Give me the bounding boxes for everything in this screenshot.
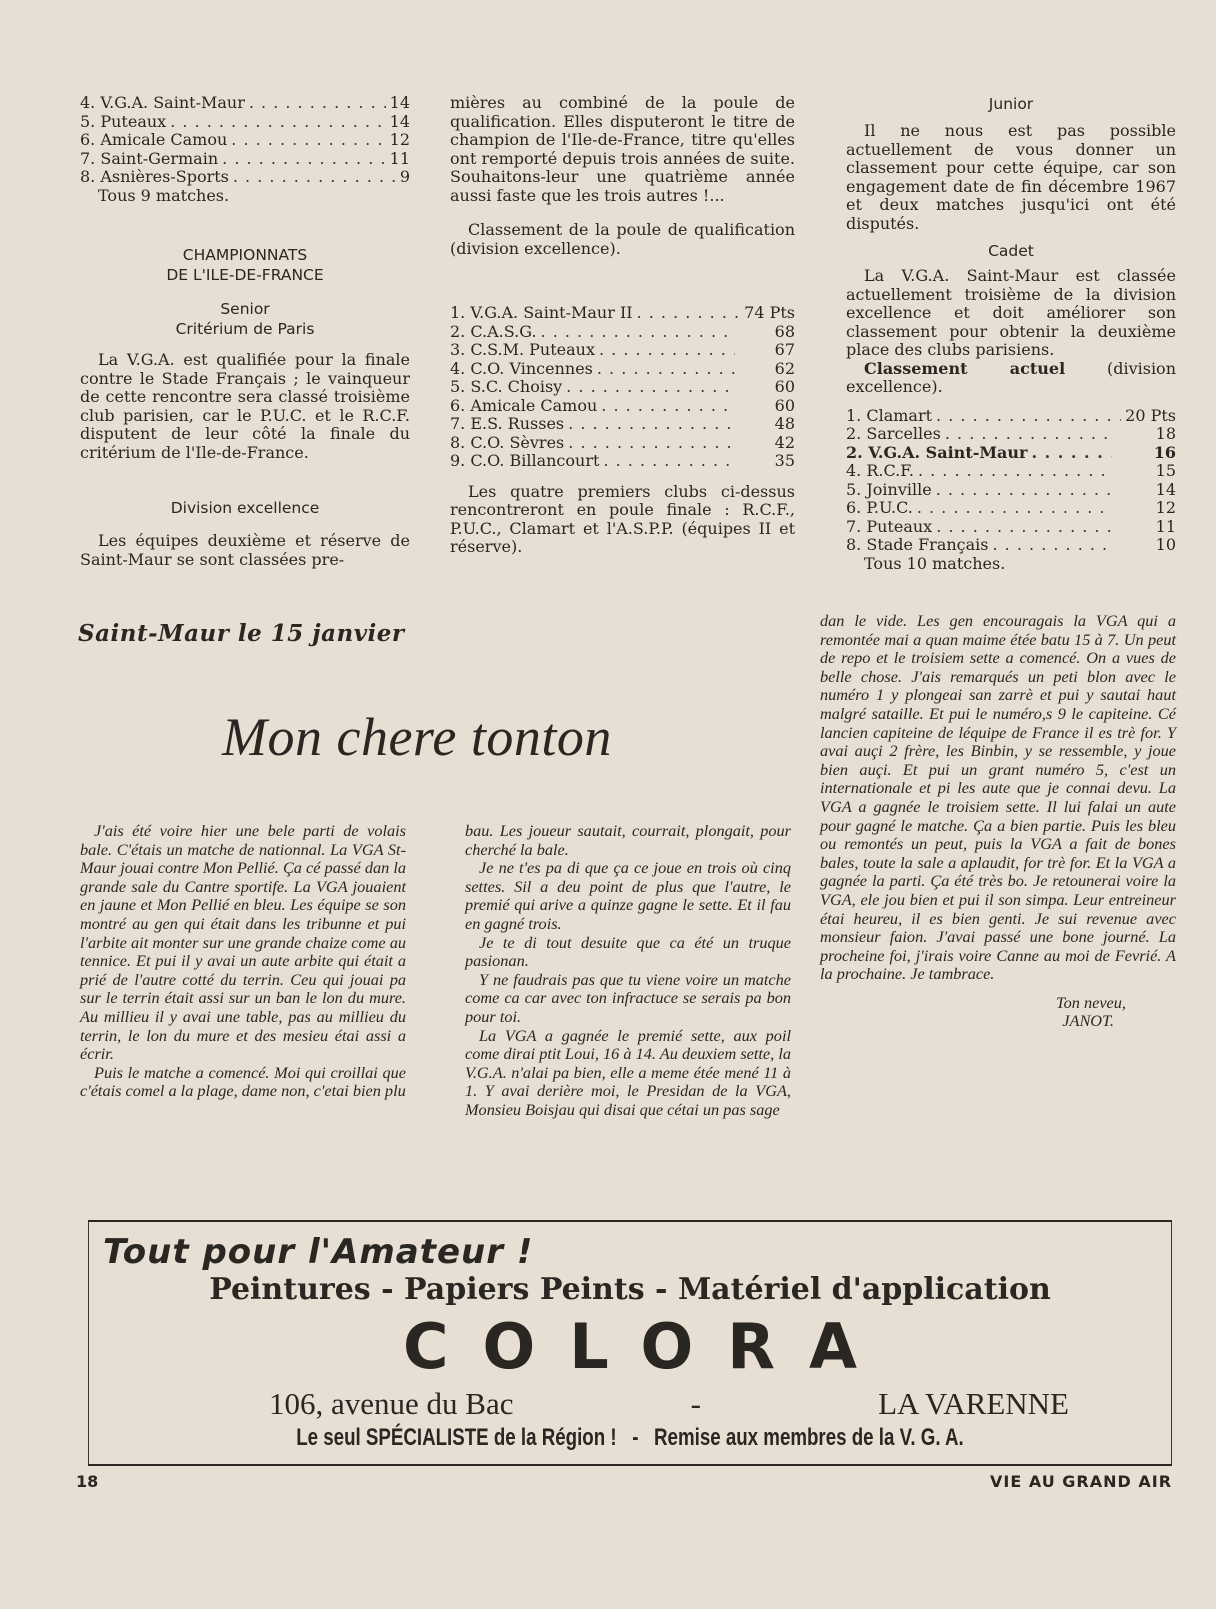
ranking-row: 7. Puteaux . . . 11 <box>846 518 1176 537</box>
ranking-row: 3. C.S.M. Puteaux . . . 67 <box>450 341 795 360</box>
letter-paragraph: dan le vide. Les gen encouragais la VGA qui a remontée mai a quan maime étée batu 15 à 7. Un peut de repo et le troisiem sette a comencé. On a vues de belle chose. J'ais remarqués un peti blon avec le numéro 1 y plongeai san zarrè et pui y sautai haut malgré sataille. Et pui le numéro,s 9 le capiteine. Cé lancien capiteine de léquipe de France il es trè for. Y avai auçi 2 frère, les Binbin, y se ressemble, y joue bien auçi. Et pui un grant numéro 5, c'est un internationale et pi les aute que je connai devu. La VGA a gagnée le troisiem sette. Il lui falai un aute pour gagné le matche. Ça a bien partie. Puis les bleu ou remontés un peut, puis la VGA a fait de bones bales, toute la sale a aplaudit, for trè for. Et la VGA a gagnée la parti. Ça été très bo. Je retounerai voire la VGA, ele jou bien et pui il son simpa. Leur entreineur étai heureu, il es bien genti. Je sui revenue avec monsieur faion. J'avai passé une bone journé. La procheine foi, j'irais voire Canne au moi de Fevrié. A la prochaine. Je tambrace. <box>820 611 1176 984</box>
subheading: Division excellence <box>170 499 320 517</box>
signature-name: JANOT. <box>1062 1011 1114 1031</box>
results-column-1 <box>80 94 410 569</box>
ranking-table <box>80 94 410 205</box>
ranking-table <box>450 304 795 471</box>
ad-address-line <box>269 1386 1069 1422</box>
ranking-row: 8. C.O. Sèvres . . . 42 <box>450 434 795 453</box>
ranking-row: 6. Amicale Camou . . . 12 <box>80 131 410 150</box>
ad-slogan: Tout pour l'Amateur ! <box>103 1232 534 1272</box>
paragraph: Les équipes deuxième et réserve de Saint-Maur se sont classées pre- <box>80 531 410 569</box>
letter-paragraph: Je te di tout desuite que ca été un truque pasionan. <box>465 932 791 971</box>
letter-column-1 <box>80 822 406 1101</box>
ranking-row: 8. Stade Français . . . 10 <box>846 536 1176 555</box>
ranking-row: 4. C.O. Vincennes . . . 62 <box>450 360 795 379</box>
ranking-row: 8. Asnières-Sports . . . 9 <box>80 168 410 187</box>
colora-advertisement <box>88 1220 1172 1466</box>
section-heading: DE L'ILE-DE-FRANCE <box>166 266 324 284</box>
ranking-row: 5. Joinville . . . 14 <box>846 481 1176 500</box>
ranking-row: 6. Amicale Camou . . . 60 <box>450 397 795 416</box>
subheading: Cadet <box>988 242 1034 260</box>
ranking-row: 4. V.G.A. Saint-Maur . . . 14 <box>80 94 410 113</box>
section-heading: CHAMPIONNATS <box>182 246 308 264</box>
ranking-row: 7. E.S. Russes . . . 48 <box>450 415 795 434</box>
ad-separator: - <box>690 1386 701 1421</box>
paragraph: Classement actuel (division excellence). <box>846 358 1176 396</box>
subheading: Senior <box>220 300 270 318</box>
ranking-row: 2. V.G.A. Saint-Maur . . . 16 <box>846 444 1176 463</box>
letter-paragraph: Puis le matche a comencé. Moi qui croillai que c'étais comel a la plage, dame non, c'etai bien plu <box>80 1062 406 1101</box>
paragraph: La V.G.A. Saint-Maur est classée actuellement troisième de la division excellence et doit améliorer son classement pour obtenir la deuxième place des clubs parisiens. <box>846 266 1176 359</box>
results-column-2 <box>450 94 795 557</box>
article-title: Mon chere tonton <box>222 707 612 767</box>
ranking-row: 2. C.A.S.G. . . . 68 <box>450 323 795 342</box>
paragraph: La V.G.A. est qualifiée pour la finale contre le Stade Français ; le vainqueur de cette rencontre sera classé troisième club parisien, car le P.U.C. et le R.C.F. disputent de leur côté la finale du critérium de l'Ile-de-France. <box>80 350 410 462</box>
ad-address: 106, avenue du Bac <box>269 1386 514 1421</box>
ranking-note: Tous 10 matches. <box>864 553 1006 573</box>
ranking-row: 4. R.C.F. . . . 15 <box>846 462 1176 481</box>
ranking-row: 2. Sarcelles . . . 18 <box>846 425 1176 444</box>
ranking-table <box>846 407 1176 574</box>
paragraph: Les quatre premiers clubs ci-dessus rencontreront en poule finale : R.C.F., P.U.C., Clamart et l'A.S.P.P. (équipes II et réserve). <box>450 481 795 556</box>
letter-paragraph: J'ais été voire hier une bele parti de volais bale. C'étais un matche de nationnal. La VGA St-Maur jouai contre Mon Pellié. Ça cé passé dan la grande sale du Cantre sportife. La VGA jouaient en jaune et Mon Pellié en bleu. Les équipe se son montré au gen qui était dans les tribunne et pui l'arbite ait monter sur une grande chaize come au tennice. Et pui il y avai un aute arbite qui était a prié de l'autre cotté du terrin. Ceu qui jouai pa sur le terrin était assi sur un ban le lon du mure. Au millieu il y avai une table, pas au millieu du terrin, le lon du mure et des mesieu étai assi a écrir. <box>80 821 406 1064</box>
ranking-row: 7. Saint-Germain . . . 11 <box>80 150 410 169</box>
letter-column-3 <box>820 612 1176 1031</box>
letter-paragraph: Y ne faudrais pas que tu viene voire un matche come ca car avec ton infractuce se serais pa bon pour toi. <box>465 969 791 1026</box>
ranking-row: 6. P.U.C. . . . 12 <box>846 499 1176 518</box>
subheading: Junior <box>988 95 1034 113</box>
ranking-row: 5. S.C. Choisy . . . 60 <box>450 378 795 397</box>
ranking-row: 9. C.O. Billancourt . . . 35 <box>450 452 795 471</box>
signature-line: Ton neveu, <box>1056 992 1126 1012</box>
paragraph: Il ne nous est pas possible actuellement de vous donner un classement pour cette équipe, car son engagement date de fin décembre 1967 et deux matches jusqu'ici ont été disputés. <box>846 121 1176 233</box>
letter-paragraph: La VGA a gagnée le premié sette, aux poil come dirai ptit Loui, 16 à 14. Au deuxiem sette, la V.G.A. n'alai pa bien, elle a meme étée mené 11 à 1. Y avai derière moi, le Presidan de la VGA, Monsieu Boisjau qui disai que cétai un pas sage <box>465 1025 791 1119</box>
paragraph: mières au combiné de la poule de qualification. Elles disputeront le titre de champion de l'Ile-de-France, titre qu'elles ont remporté depuis trois années de suite. Souhaitons-leur une quatrième année aussi faste que les trois autres !... <box>450 93 795 205</box>
letter-paragraph: bau. Les joueur sautait, courrait, plongait, pour cherché la bale. <box>465 821 791 859</box>
results-column-3 <box>846 94 1176 573</box>
ad-city: LA VARENNE <box>878 1386 1069 1421</box>
ad-tagline: Le seul SPÉCIALISTE de la Région ! - Remise aux membres de la V. G. A. <box>296 1424 964 1451</box>
ranking-note: Tous 9 matches. <box>98 185 230 205</box>
page-number: 18 <box>76 1472 99 1491</box>
ad-products: Peintures - Papiers Peints - Matériel d'application <box>209 1272 1051 1307</box>
subheading: Critérium de Paris <box>175 320 315 338</box>
article-kicker: Saint-Maur le 15 janvier <box>78 620 405 647</box>
ad-brand-name: COLORA <box>403 1310 891 1383</box>
letter-paragraph: Je ne t'es pa di que ça ce joue en trois où cinq settes. Sil a deu point de plus que l'autre, le premié qui arive a quinze gagne le sette. Et il fau en gagné trois. <box>465 858 791 933</box>
ranking-row: 1. Clamart . . . 20 Pts <box>846 407 1176 426</box>
publication-name: VIE AU GRAND AIR <box>990 1472 1173 1491</box>
paragraph: Classement de la poule de qualification (division excellence). <box>450 220 795 258</box>
ranking-row: 1. V.G.A. Saint-Maur II . . . 74 Pts <box>450 304 795 323</box>
letter-column-2 <box>465 822 791 1120</box>
ranking-row: 5. Puteaux . . . 14 <box>80 113 410 132</box>
